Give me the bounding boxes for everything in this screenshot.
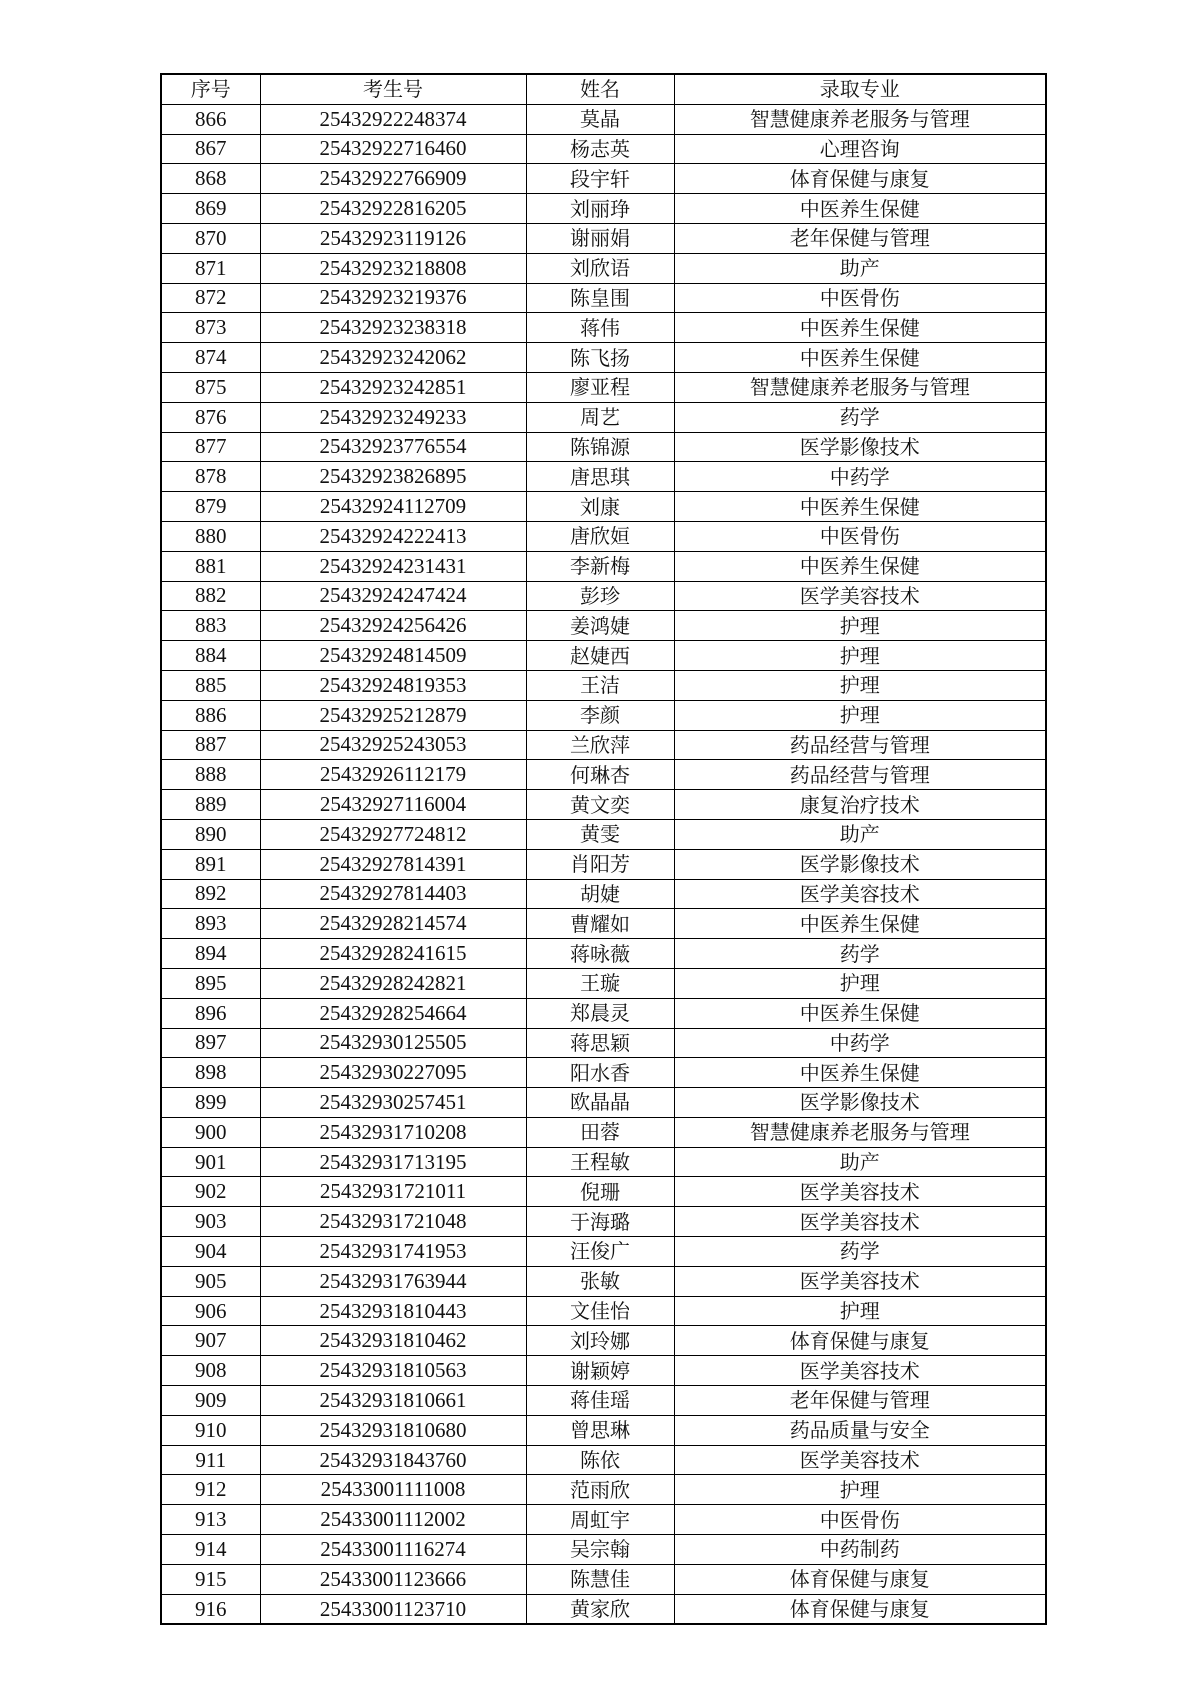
serial-cell: 915	[161, 1564, 260, 1594]
table-row	[161, 1266, 1046, 1296]
name-cell: 蒋咏薇	[526, 939, 674, 969]
major-cell: 护理	[674, 968, 1046, 998]
name-cell: 周艺	[526, 402, 674, 432]
major-cell: 护理	[674, 700, 1046, 730]
serial-cell: 896	[161, 998, 260, 1028]
serial-cell: 873	[161, 313, 260, 343]
serial-cell: 895	[161, 968, 260, 998]
major-cell: 助产	[674, 1147, 1046, 1177]
name-cell: 曾思琳	[526, 1415, 674, 1445]
major-cell: 中医骨伤	[674, 283, 1046, 313]
exam-id-cell: 25432931721011	[260, 1177, 526, 1207]
serial-cell: 877	[161, 432, 260, 462]
major-cell: 助产	[674, 819, 1046, 849]
major-cell: 医学美容技术	[674, 1207, 1046, 1237]
serial-cell: 869	[161, 194, 260, 224]
exam-id-cell: 25432931810462	[260, 1326, 526, 1356]
table-row	[161, 1505, 1046, 1535]
serial-cell: 885	[161, 670, 260, 700]
name-cell: 王璇	[526, 968, 674, 998]
serial-cell: 876	[161, 402, 260, 432]
major-cell: 康复治疗技术	[674, 790, 1046, 820]
serial-cell: 868	[161, 164, 260, 194]
major-cell: 药品经营与管理	[674, 760, 1046, 790]
exam-id-cell: 25432931810563	[260, 1356, 526, 1386]
table-row	[161, 1535, 1046, 1565]
exam-id-cell: 25432923238318	[260, 313, 526, 343]
exam-id-cell: 25432927724812	[260, 819, 526, 849]
name-cell: 蒋佳瑶	[526, 1386, 674, 1416]
header-name: 姓名	[526, 74, 674, 104]
table-row	[161, 223, 1046, 253]
exam-id-cell: 25432930257451	[260, 1088, 526, 1118]
name-cell: 陈依	[526, 1445, 674, 1475]
name-cell: 何琳杏	[526, 760, 674, 790]
serial-cell: 909	[161, 1386, 260, 1416]
serial-cell: 870	[161, 223, 260, 253]
name-cell: 汪俊广	[526, 1237, 674, 1267]
serial-cell: 894	[161, 939, 260, 969]
table-row	[161, 939, 1046, 969]
major-cell: 中医养生保健	[674, 492, 1046, 522]
major-cell: 中药学	[674, 1028, 1046, 1058]
table-row	[161, 1356, 1046, 1386]
table-row	[161, 760, 1046, 790]
serial-cell: 910	[161, 1415, 260, 1445]
serial-cell: 883	[161, 611, 260, 641]
name-cell: 肖阳芳	[526, 849, 674, 879]
table-row	[161, 581, 1046, 611]
table-row	[161, 1475, 1046, 1505]
name-cell: 刘玲娜	[526, 1326, 674, 1356]
table-row	[161, 909, 1046, 939]
name-cell: 黄家欣	[526, 1594, 674, 1624]
name-cell: 彭珍	[526, 581, 674, 611]
name-cell: 唐思琪	[526, 462, 674, 492]
table-row	[161, 700, 1046, 730]
exam-id-cell: 25432927116004	[260, 790, 526, 820]
major-cell: 体育保健与康复	[674, 1594, 1046, 1624]
serial-cell: 886	[161, 700, 260, 730]
name-cell: 范雨欣	[526, 1475, 674, 1505]
major-cell: 药品经营与管理	[674, 730, 1046, 760]
exam-id-cell: 25432924814509	[260, 641, 526, 671]
name-cell: 于海璐	[526, 1207, 674, 1237]
exam-id-cell: 25432928214574	[260, 909, 526, 939]
name-cell: 周虹宇	[526, 1505, 674, 1535]
serial-cell: 871	[161, 253, 260, 283]
exam-id-cell: 25432923776554	[260, 432, 526, 462]
name-cell: 倪珊	[526, 1177, 674, 1207]
major-cell: 医学影像技术	[674, 1088, 1046, 1118]
name-cell: 田蓉	[526, 1117, 674, 1147]
name-cell: 谢丽娟	[526, 223, 674, 253]
major-cell: 护理	[674, 1475, 1046, 1505]
exam-id-cell: 25432927814391	[260, 849, 526, 879]
table-body	[161, 104, 1046, 1624]
major-cell: 中医养生保健	[674, 313, 1046, 343]
table-row	[161, 641, 1046, 671]
table-row	[161, 1088, 1046, 1118]
exam-id-cell: 25432923119126	[260, 223, 526, 253]
exam-id-cell: 25432924247424	[260, 581, 526, 611]
major-cell: 体育保健与康复	[674, 164, 1046, 194]
admission-table	[160, 73, 1047, 1625]
exam-id-cell: 25432923219376	[260, 283, 526, 313]
serial-cell: 874	[161, 343, 260, 373]
serial-cell: 879	[161, 492, 260, 522]
name-cell: 阳水香	[526, 1058, 674, 1088]
major-cell: 医学美容技术	[674, 581, 1046, 611]
serial-cell: 908	[161, 1356, 260, 1386]
major-cell: 医学美容技术	[674, 1177, 1046, 1207]
name-cell: 黄文奕	[526, 790, 674, 820]
major-cell: 智慧健康养老服务与管理	[674, 104, 1046, 134]
exam-id-cell: 25432931721048	[260, 1207, 526, 1237]
major-cell: 医学影像技术	[674, 849, 1046, 879]
table-row	[161, 551, 1046, 581]
name-cell: 王程敏	[526, 1147, 674, 1177]
major-cell: 心理咨询	[674, 134, 1046, 164]
major-cell: 护理	[674, 641, 1046, 671]
exam-id-cell: 25432928242821	[260, 968, 526, 998]
major-cell: 医学影像技术	[674, 432, 1046, 462]
header-serial: 序号	[161, 74, 260, 104]
name-cell: 陈皇围	[526, 283, 674, 313]
major-cell: 护理	[674, 670, 1046, 700]
major-cell: 老年保健与管理	[674, 223, 1046, 253]
table-row	[161, 1386, 1046, 1416]
name-cell: 莫晶	[526, 104, 674, 134]
table-row	[161, 372, 1046, 402]
serial-cell: 884	[161, 641, 260, 671]
major-cell: 体育保健与康复	[674, 1326, 1046, 1356]
name-cell: 刘丽琤	[526, 194, 674, 224]
table-row	[161, 1445, 1046, 1475]
table-row	[161, 253, 1046, 283]
table-row	[161, 1415, 1046, 1445]
major-cell: 中医养生保健	[674, 909, 1046, 939]
table-row	[161, 1237, 1046, 1267]
serial-cell: 875	[161, 372, 260, 402]
serial-cell: 913	[161, 1505, 260, 1535]
exam-id-cell: 25432923218808	[260, 253, 526, 283]
name-cell: 兰欣萍	[526, 730, 674, 760]
serial-cell: 901	[161, 1147, 260, 1177]
exam-id-cell: 25432931741953	[260, 1237, 526, 1267]
serial-cell: 912	[161, 1475, 260, 1505]
serial-cell: 887	[161, 730, 260, 760]
serial-cell: 872	[161, 283, 260, 313]
serial-cell: 903	[161, 1207, 260, 1237]
serial-cell: 866	[161, 104, 260, 134]
table-row	[161, 998, 1046, 1028]
major-cell: 护理	[674, 1296, 1046, 1326]
name-cell: 陈锦源	[526, 432, 674, 462]
exam-id-cell: 25433001112002	[260, 1505, 526, 1535]
exam-id-cell: 25432931810661	[260, 1386, 526, 1416]
name-cell: 蒋思颖	[526, 1028, 674, 1058]
major-cell: 中医养生保健	[674, 998, 1046, 1028]
name-cell: 谢颖婷	[526, 1356, 674, 1386]
name-cell: 陈慧佳	[526, 1564, 674, 1594]
table-row	[161, 194, 1046, 224]
table-row	[161, 402, 1046, 432]
exam-id-cell: 25432925212879	[260, 700, 526, 730]
exam-id-cell: 25432927814403	[260, 879, 526, 909]
exam-id-cell: 25432930227095	[260, 1058, 526, 1088]
name-cell: 欧晶晶	[526, 1088, 674, 1118]
table-row	[161, 1594, 1046, 1624]
table-row	[161, 521, 1046, 551]
major-cell: 药品质量与安全	[674, 1415, 1046, 1445]
major-cell: 中医养生保健	[674, 551, 1046, 581]
major-cell: 药学	[674, 939, 1046, 969]
major-cell: 中医骨伤	[674, 521, 1046, 551]
name-cell: 唐欣姮	[526, 521, 674, 551]
major-cell: 中药制药	[674, 1535, 1046, 1565]
exam-id-cell: 25432930125505	[260, 1028, 526, 1058]
serial-cell: 880	[161, 521, 260, 551]
table-row	[161, 164, 1046, 194]
serial-cell: 867	[161, 134, 260, 164]
name-cell: 蒋伟	[526, 313, 674, 343]
exam-id-cell: 25432931810443	[260, 1296, 526, 1326]
table-row	[161, 1296, 1046, 1326]
serial-cell: 897	[161, 1028, 260, 1058]
serial-cell: 904	[161, 1237, 260, 1267]
exam-id-cell: 25432928241615	[260, 939, 526, 969]
exam-id-cell: 25432924222413	[260, 521, 526, 551]
table-row	[161, 313, 1046, 343]
exam-id-cell: 25432924819353	[260, 670, 526, 700]
header-major: 录取专业	[674, 74, 1046, 104]
table-row	[161, 1028, 1046, 1058]
name-cell: 姜鸿婕	[526, 611, 674, 641]
exam-id-cell: 25432923242062	[260, 343, 526, 373]
table-row	[161, 1564, 1046, 1594]
exam-id-cell: 25432924231431	[260, 551, 526, 581]
major-cell: 智慧健康养老服务与管理	[674, 372, 1046, 402]
major-cell: 体育保健与康复	[674, 1564, 1046, 1594]
exam-id-cell: 25432923242851	[260, 372, 526, 402]
exam-id-cell: 25433001123666	[260, 1564, 526, 1594]
serial-cell: 892	[161, 879, 260, 909]
serial-cell: 878	[161, 462, 260, 492]
table-row	[161, 1326, 1046, 1356]
table-row	[161, 849, 1046, 879]
table-row	[161, 1177, 1046, 1207]
exam-id-cell: 25432926112179	[260, 760, 526, 790]
major-cell: 医学美容技术	[674, 1266, 1046, 1296]
major-cell: 中药学	[674, 462, 1046, 492]
exam-id-cell: 25432925243053	[260, 730, 526, 760]
major-cell: 中医养生保健	[674, 343, 1046, 373]
serial-cell: 898	[161, 1058, 260, 1088]
exam-id-cell: 25432922766909	[260, 164, 526, 194]
serial-cell: 893	[161, 909, 260, 939]
table-row	[161, 790, 1046, 820]
serial-cell: 911	[161, 1445, 260, 1475]
name-cell: 张敏	[526, 1266, 674, 1296]
serial-cell: 891	[161, 849, 260, 879]
table-row	[161, 492, 1046, 522]
major-cell: 药学	[674, 1237, 1046, 1267]
name-cell: 廖亚程	[526, 372, 674, 402]
exam-id-cell: 25432922248374	[260, 104, 526, 134]
serial-cell: 881	[161, 551, 260, 581]
table-row	[161, 1058, 1046, 1088]
exam-id-cell: 25432923249233	[260, 402, 526, 432]
name-cell: 吴宗翰	[526, 1535, 674, 1565]
table-row	[161, 611, 1046, 641]
name-cell: 郑晨灵	[526, 998, 674, 1028]
exam-id-cell: 25432924256426	[260, 611, 526, 641]
table-row	[161, 879, 1046, 909]
major-cell: 医学美容技术	[674, 1356, 1046, 1386]
table-header-row	[161, 74, 1046, 104]
exam-id-cell: 25432931843760	[260, 1445, 526, 1475]
serial-cell: 889	[161, 790, 260, 820]
serial-cell: 916	[161, 1594, 260, 1624]
serial-cell: 890	[161, 819, 260, 849]
major-cell: 医学美容技术	[674, 879, 1046, 909]
name-cell: 李新梅	[526, 551, 674, 581]
exam-id-cell: 25433001111008	[260, 1475, 526, 1505]
major-cell: 老年保健与管理	[674, 1386, 1046, 1416]
table-row	[161, 432, 1046, 462]
name-cell: 陈飞扬	[526, 343, 674, 373]
table-row	[161, 730, 1046, 760]
table-row	[161, 1147, 1046, 1177]
exam-id-cell: 25432931763944	[260, 1266, 526, 1296]
major-cell: 中医养生保健	[674, 1058, 1046, 1088]
name-cell: 黄雯	[526, 819, 674, 849]
major-cell: 护理	[674, 611, 1046, 641]
table-row	[161, 670, 1046, 700]
name-cell: 胡婕	[526, 879, 674, 909]
exam-id-cell: 25432922716460	[260, 134, 526, 164]
serial-cell: 907	[161, 1326, 260, 1356]
major-cell: 中医养生保健	[674, 194, 1046, 224]
name-cell: 曹耀如	[526, 909, 674, 939]
table-row	[161, 819, 1046, 849]
table-row	[161, 968, 1046, 998]
table-row	[161, 1117, 1046, 1147]
serial-cell: 888	[161, 760, 260, 790]
major-cell: 智慧健康养老服务与管理	[674, 1117, 1046, 1147]
exam-id-cell: 25432928254664	[260, 998, 526, 1028]
name-cell: 刘欣语	[526, 253, 674, 283]
serial-cell: 914	[161, 1535, 260, 1565]
table-row	[161, 343, 1046, 373]
exam-id-cell: 25432931713195	[260, 1147, 526, 1177]
table-row	[161, 104, 1046, 134]
name-cell: 文佳怡	[526, 1296, 674, 1326]
exam-id-cell: 25432922816205	[260, 194, 526, 224]
exam-id-cell: 25433001116274	[260, 1535, 526, 1565]
name-cell: 李颜	[526, 700, 674, 730]
exam-id-cell: 25432931810680	[260, 1415, 526, 1445]
name-cell: 赵婕西	[526, 641, 674, 671]
major-cell: 中医骨伤	[674, 1505, 1046, 1535]
major-cell: 药学	[674, 402, 1046, 432]
serial-cell: 900	[161, 1117, 260, 1147]
exam-id-cell: 25432931710208	[260, 1117, 526, 1147]
serial-cell: 899	[161, 1088, 260, 1118]
exam-id-cell: 25433001123710	[260, 1594, 526, 1624]
name-cell: 刘康	[526, 492, 674, 522]
exam-id-cell: 25432923826895	[260, 462, 526, 492]
table-row	[161, 134, 1046, 164]
table-row	[161, 283, 1046, 313]
name-cell: 段宇轩	[526, 164, 674, 194]
serial-cell: 905	[161, 1266, 260, 1296]
serial-cell: 902	[161, 1177, 260, 1207]
name-cell: 王洁	[526, 670, 674, 700]
major-cell: 助产	[674, 253, 1046, 283]
exam-id-cell: 25432924112709	[260, 492, 526, 522]
serial-cell: 882	[161, 581, 260, 611]
name-cell: 杨志英	[526, 134, 674, 164]
table-row	[161, 1207, 1046, 1237]
serial-cell: 906	[161, 1296, 260, 1326]
major-cell: 医学美容技术	[674, 1445, 1046, 1475]
header-exam-id: 考生号	[260, 74, 526, 104]
table-row	[161, 462, 1046, 492]
